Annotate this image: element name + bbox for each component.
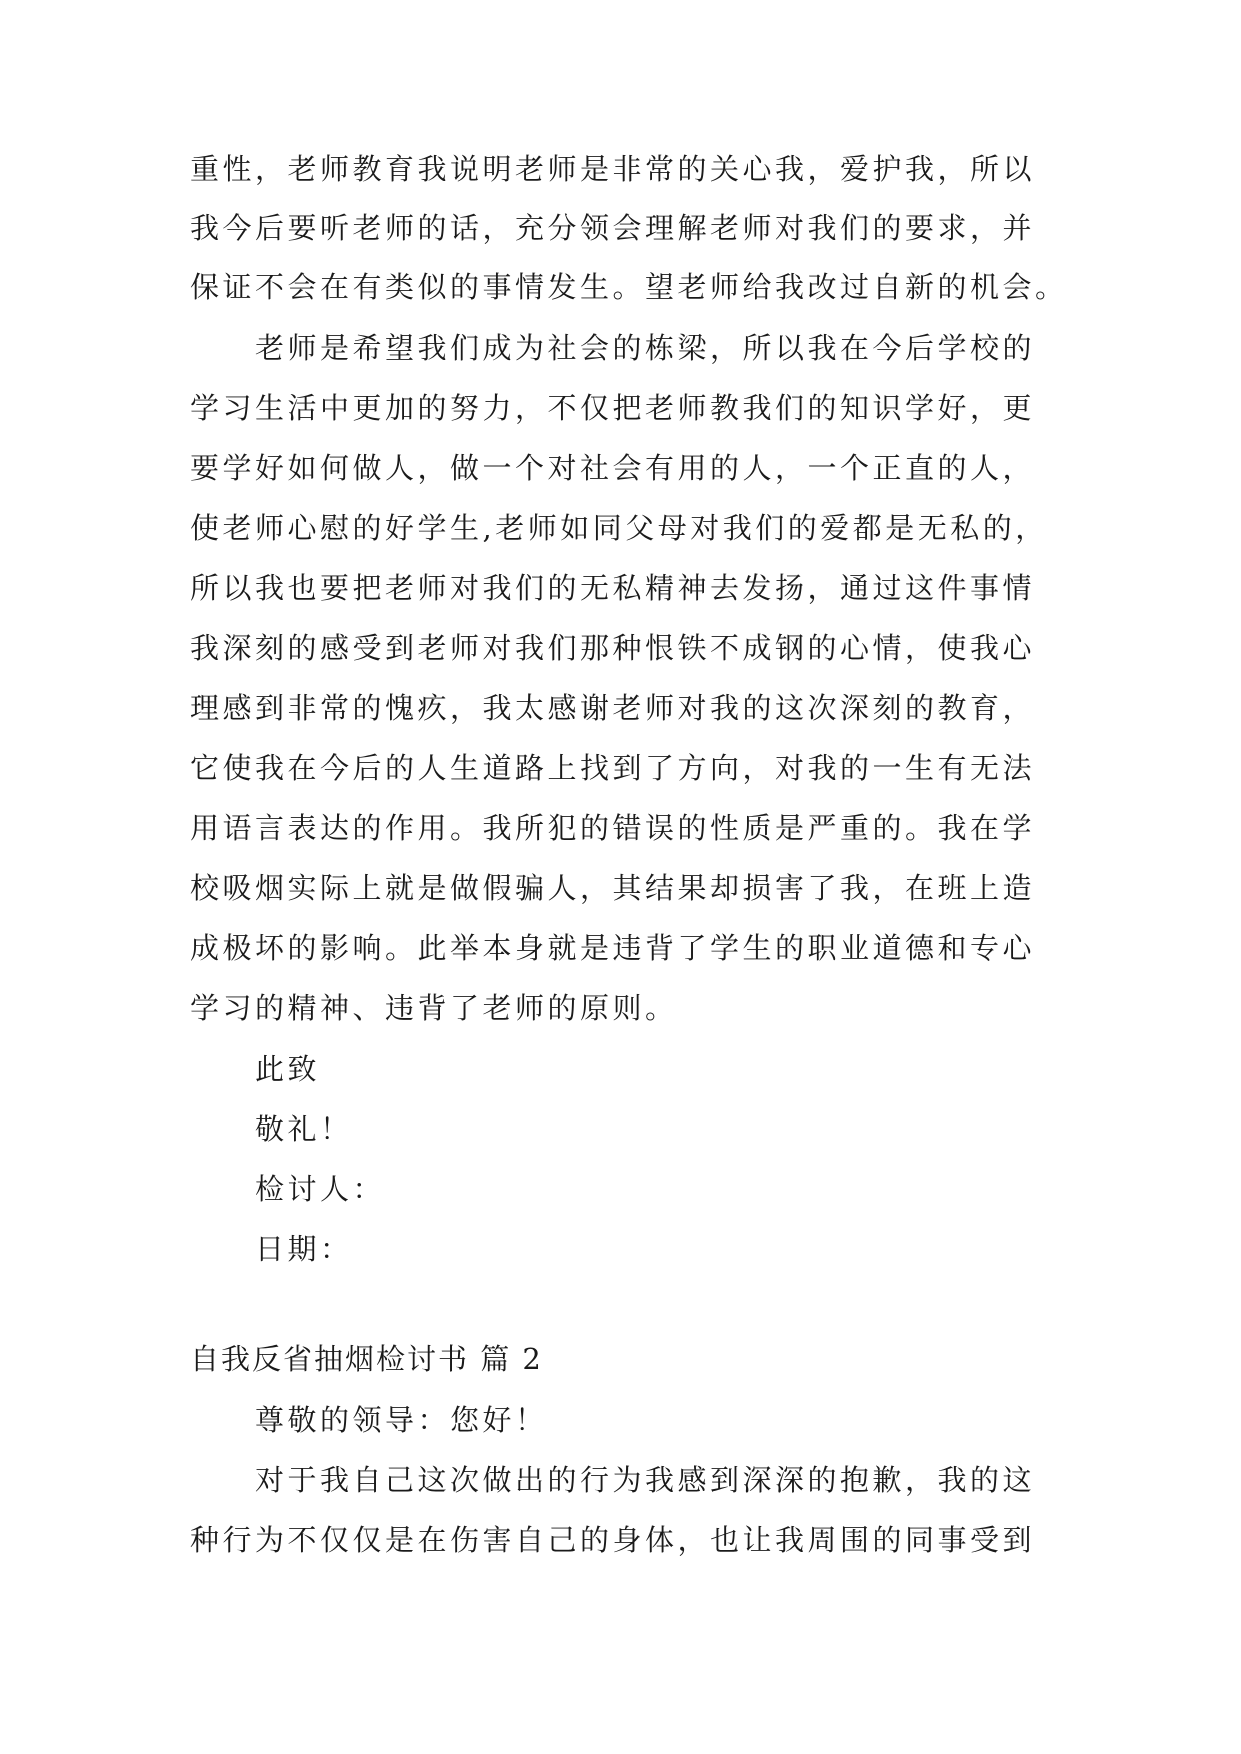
paragraph-line: 种行为不仅仅是在伤害自己的身体，也让我周围的同事受到	[190, 1523, 1036, 1557]
greeting: 尊敬的领导：您好！	[255, 1403, 548, 1437]
closing-regards: 敬礼！	[255, 1112, 353, 1146]
paragraph-line: 校吸烟实际上就是做假骗人，其结果却损害了我，在班上造	[190, 871, 1036, 905]
paragraph-line: 所以我也要把老师对我们的无私精神去发扬，通过这件事情	[190, 571, 1036, 605]
paragraph-line: 重性，老师教育我说明老师是非常的关心我，爱护我，所以	[190, 152, 1036, 186]
paragraph-line: 理感到非常的愧疚，我太感谢老师对我的这次深刻的教育，	[190, 691, 1036, 725]
date-label: 日期：	[255, 1232, 353, 1266]
paragraph-line: 要学好如何做人，做一个对社会有用的人，一个正直的人，	[190, 451, 1036, 485]
paragraph-line: 成极坏的影响。此举本身就是违背了学生的职业道德和专心	[190, 931, 1036, 965]
paragraph-line: 用语言表达的作用。我所犯的错误的性质是严重的。我在学	[190, 811, 1036, 845]
section-heading: 自我反省抽烟检讨书 篇 2	[190, 1342, 543, 1376]
signer-label: 检讨人：	[255, 1172, 386, 1206]
closing-salutation: 此致	[255, 1052, 321, 1086]
paragraph-line: 老师是希望我们成为社会的栋梁，所以我在今后学校的	[255, 331, 1036, 365]
paragraph-line: 保证不会在有类似的事情发生。望老师给我改过自新的机会。	[190, 270, 1068, 304]
paragraph-line: 对于我自己这次做出的行为我感到深深的抱歉，我的这	[255, 1463, 1036, 1497]
paragraph-line: 使老师心慰的好学生,老师如同父母对我们的爱都是无私的，	[190, 511, 1048, 545]
paragraph-line: 学习生活中更加的努力，不仅把老师教我们的知识学好，更	[190, 391, 1036, 425]
paragraph-line: 我深刻的感受到老师对我们那种恨铁不成钢的心情，使我心	[190, 631, 1036, 665]
paragraph-line: 学习的精神、违背了老师的原则。	[190, 991, 678, 1025]
paragraph-line: 它使我在今后的人生道路上找到了方向，对我的一生有无法	[190, 751, 1036, 785]
paragraph-line: 我今后要听老师的话，充分领会理解老师对我们的要求，并	[190, 211, 1036, 245]
